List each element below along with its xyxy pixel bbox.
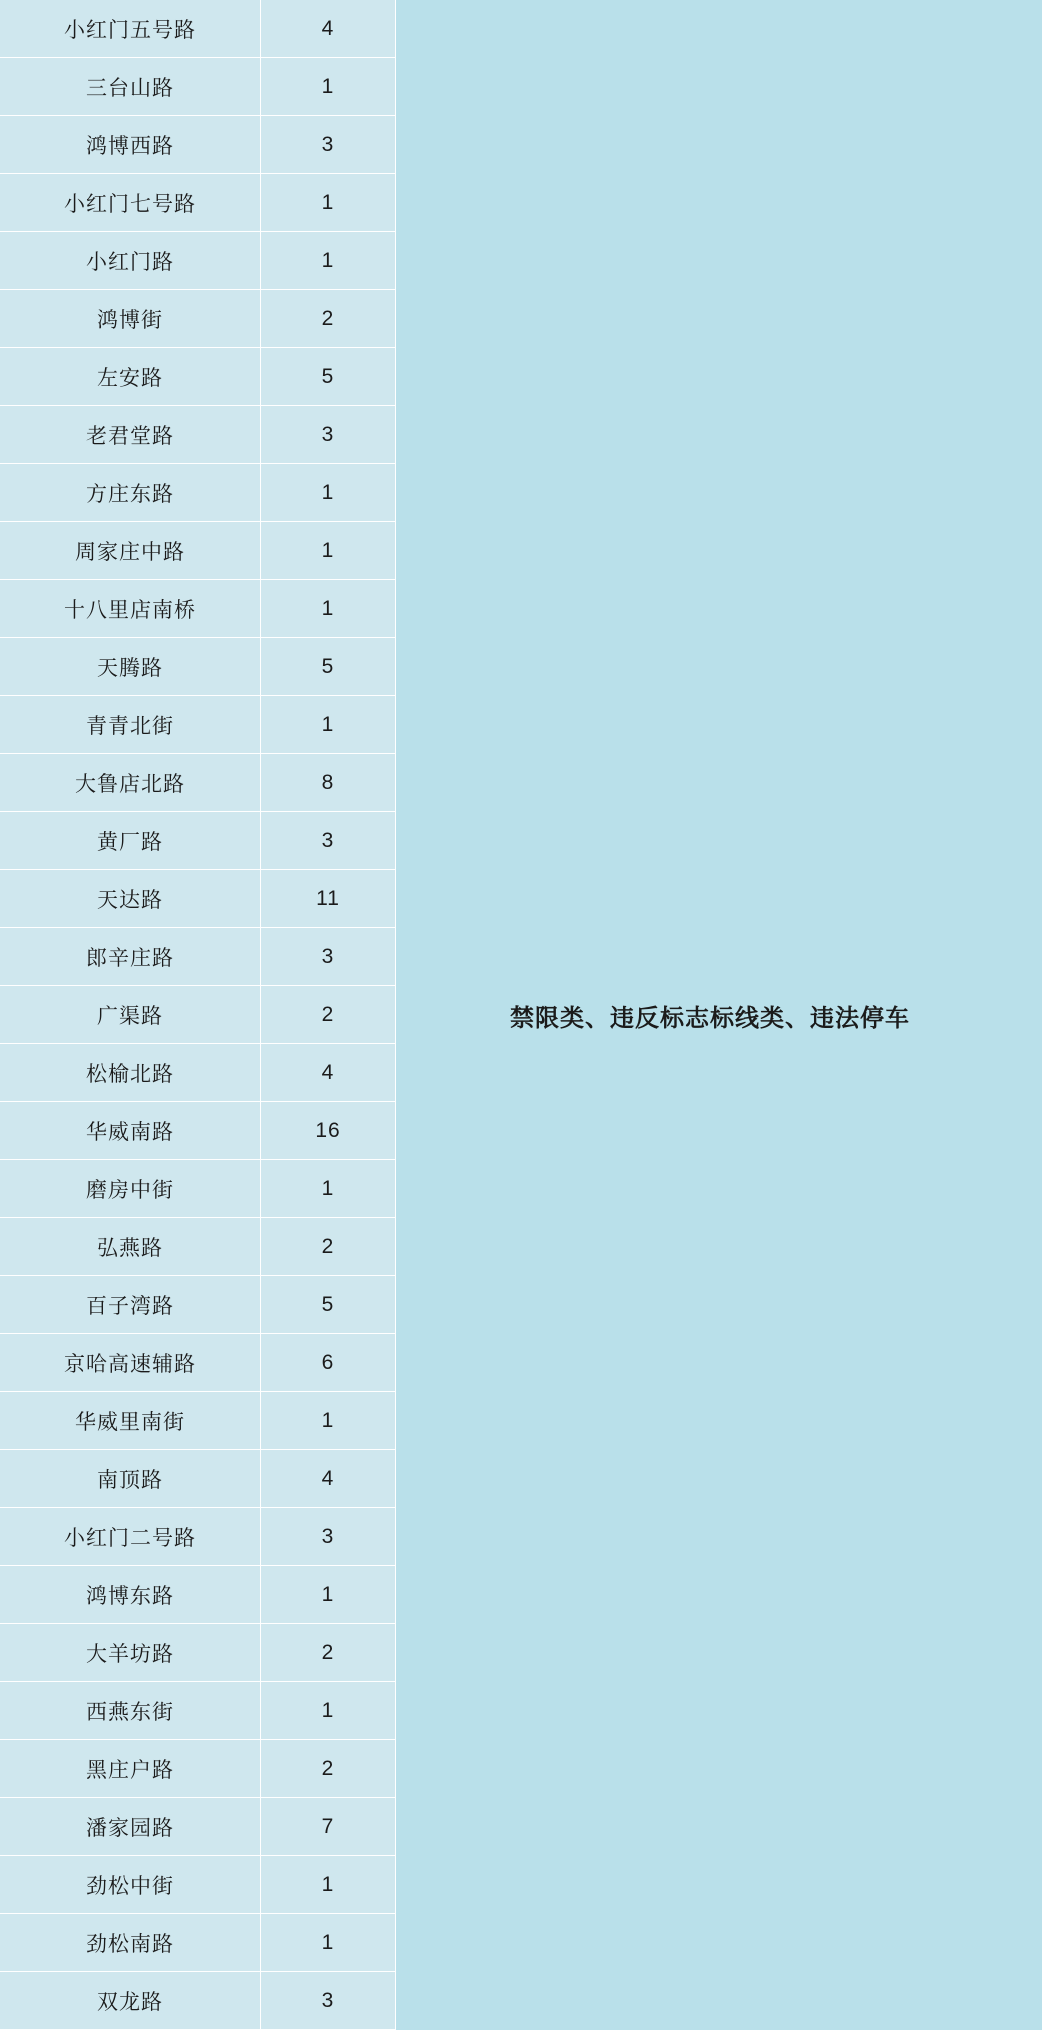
count-cell: 5 xyxy=(261,348,396,406)
count-cell: 1 xyxy=(261,464,396,522)
count-cell: 1 xyxy=(261,174,396,232)
table-row xyxy=(0,986,396,1044)
table-row xyxy=(0,406,396,464)
road-name-cell: 黄厂路 xyxy=(0,812,261,870)
road-name-cell: 老君堂路 xyxy=(0,406,261,464)
road-name-cell: 华威里南街 xyxy=(0,1392,261,1450)
road-name-cell: 十八里店南桥 xyxy=(0,580,261,638)
count-cell: 1 xyxy=(261,1682,396,1740)
count-cell: 3 xyxy=(261,406,396,464)
count-cell: 1 xyxy=(261,580,396,638)
category-note xyxy=(378,0,1042,2030)
road-name-cell: 小红门二号路 xyxy=(0,1508,261,1566)
count-cell: 1 xyxy=(261,1392,396,1450)
table-row xyxy=(0,522,396,580)
count-cell: 2 xyxy=(261,1624,396,1682)
road-name-cell: 方庄东路 xyxy=(0,464,261,522)
road-name-cell: 天达路 xyxy=(0,870,261,928)
road-name-cell: 小红门七号路 xyxy=(0,174,261,232)
table-body xyxy=(0,0,396,2030)
count-cell: 2 xyxy=(261,290,396,348)
table-row xyxy=(0,1856,396,1914)
table-row xyxy=(0,754,396,812)
count-cell: 2 xyxy=(261,1218,396,1276)
table-row xyxy=(0,348,396,406)
table-row xyxy=(0,1392,396,1450)
road-name-cell: 左安路 xyxy=(0,348,261,406)
table-row xyxy=(0,1508,396,1566)
road-name-cell: 大鲁店北路 xyxy=(0,754,261,812)
road-name-cell: 小红门路 xyxy=(0,232,261,290)
road-name-cell: 弘燕路 xyxy=(0,1218,261,1276)
table-row xyxy=(0,1682,396,1740)
count-cell: 1 xyxy=(261,1856,396,1914)
table-row xyxy=(0,1276,396,1334)
road-name-cell: 百子湾路 xyxy=(0,1276,261,1334)
table-row xyxy=(0,1044,396,1102)
road-name-cell: 双龙路 xyxy=(0,1972,261,2030)
count-cell: 1 xyxy=(261,696,396,754)
table-row xyxy=(0,1624,396,1682)
table-row xyxy=(0,1972,396,2030)
table-row xyxy=(0,0,396,58)
count-cell: 3 xyxy=(261,812,396,870)
count-cell: 8 xyxy=(261,754,396,812)
count-cell: 1 xyxy=(261,1914,396,1972)
count-cell: 16 xyxy=(261,1102,396,1160)
table-row xyxy=(0,812,396,870)
table-row xyxy=(0,638,396,696)
count-cell: 1 xyxy=(261,232,396,290)
table-row xyxy=(0,1798,396,1856)
count-cell: 5 xyxy=(261,1276,396,1334)
table-row xyxy=(0,1218,396,1276)
table-row xyxy=(0,1450,396,1508)
count-cell: 3 xyxy=(261,928,396,986)
road-name-cell: 华威南路 xyxy=(0,1102,261,1160)
road-name-cell: 磨房中街 xyxy=(0,1160,261,1218)
road-name-cell: 京哈高速辅路 xyxy=(0,1334,261,1392)
road-name-cell: 三台山路 xyxy=(0,58,261,116)
table-row xyxy=(0,1914,396,1972)
table-row xyxy=(0,116,396,174)
count-cell: 2 xyxy=(261,1740,396,1798)
count-cell: 6 xyxy=(261,1334,396,1392)
count-cell: 11 xyxy=(261,870,396,928)
road-name-cell: 西燕东街 xyxy=(0,1682,261,1740)
count-cell: 7 xyxy=(261,1798,396,1856)
road-name-cell: 青青北街 xyxy=(0,696,261,754)
table-row xyxy=(0,464,396,522)
table-row xyxy=(0,1566,396,1624)
count-cell: 2 xyxy=(261,986,396,1044)
table-row xyxy=(0,928,396,986)
road-name-cell: 广渠路 xyxy=(0,986,261,1044)
count-cell: 1 xyxy=(261,58,396,116)
table-row xyxy=(0,1740,396,1798)
count-cell: 3 xyxy=(261,1972,396,2030)
road-name-cell: 松榆北路 xyxy=(0,1044,261,1102)
category-note-text: 禁限类、违反标志标线类、违法停车 xyxy=(510,1004,910,1032)
count-cell: 1 xyxy=(261,1566,396,1624)
count-cell: 3 xyxy=(261,116,396,174)
road-name-cell: 小红门五号路 xyxy=(0,0,261,58)
count-cell: 4 xyxy=(261,1044,396,1102)
table-row xyxy=(0,1102,396,1160)
road-name-cell: 郎辛庄路 xyxy=(0,928,261,986)
road-name-cell: 大羊坊路 xyxy=(0,1624,261,1682)
count-cell: 5 xyxy=(261,638,396,696)
count-cell: 4 xyxy=(261,0,396,58)
table-row xyxy=(0,870,396,928)
table-row xyxy=(0,696,396,754)
road-name-cell: 鸿博街 xyxy=(0,290,261,348)
table-row xyxy=(0,580,396,638)
table-row xyxy=(0,1334,396,1392)
road-violation-table-wrapper xyxy=(0,0,378,2030)
road-name-cell: 南顶路 xyxy=(0,1450,261,1508)
count-cell: 3 xyxy=(261,1508,396,1566)
table-row xyxy=(0,290,396,348)
road-name-cell: 劲松南路 xyxy=(0,1914,261,1972)
road-violation-table xyxy=(0,0,396,2030)
road-name-cell: 鸿博西路 xyxy=(0,116,261,174)
road-name-cell: 劲松中街 xyxy=(0,1856,261,1914)
count-cell: 1 xyxy=(261,1160,396,1218)
count-cell: 1 xyxy=(261,522,396,580)
count-cell: 4 xyxy=(261,1450,396,1508)
table-row xyxy=(0,174,396,232)
table-row xyxy=(0,58,396,116)
road-name-cell: 天腾路 xyxy=(0,638,261,696)
road-name-cell: 黑庄户路 xyxy=(0,1740,261,1798)
table-row xyxy=(0,232,396,290)
road-name-cell: 鸿博东路 xyxy=(0,1566,261,1624)
road-name-cell: 潘家园路 xyxy=(0,1798,261,1856)
table-row xyxy=(0,1160,396,1218)
road-name-cell: 周家庄中路 xyxy=(0,522,261,580)
